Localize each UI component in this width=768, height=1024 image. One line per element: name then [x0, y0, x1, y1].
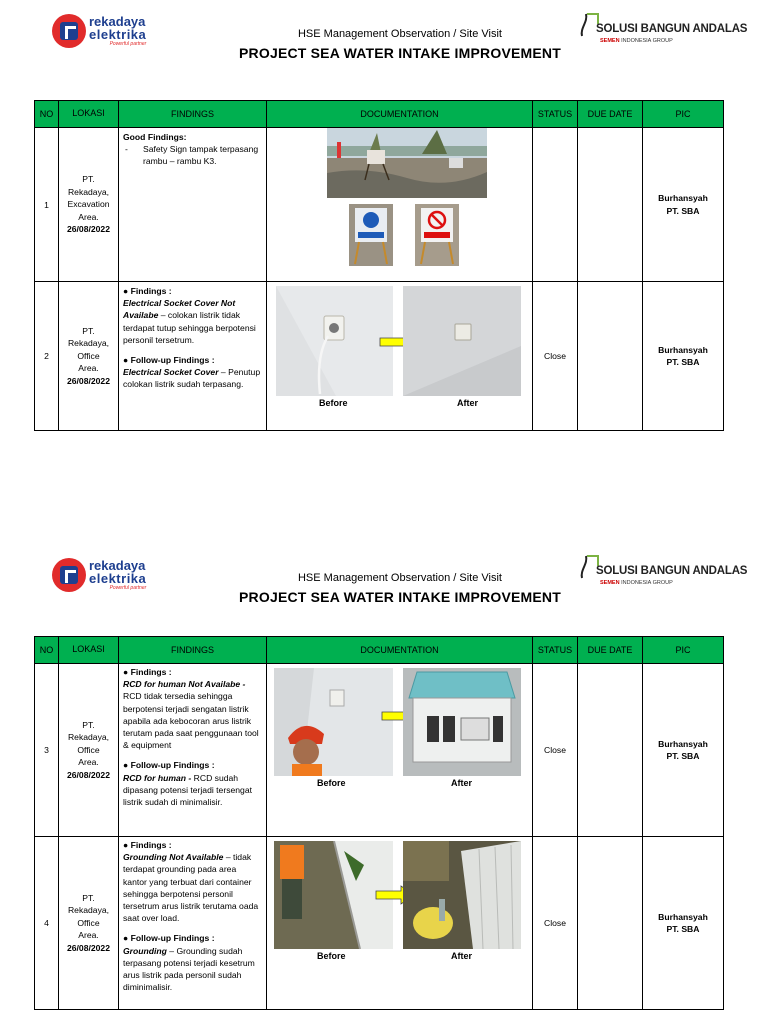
- row-findings: [119, 664, 267, 837]
- findings-title: Grounding Not Available: [123, 852, 224, 863]
- row-pic: [643, 282, 724, 431]
- follow-up-heading: ● Follow-up Findings :: [123, 933, 215, 944]
- logo-word-2: elektrika: [89, 571, 147, 586]
- follow-up-text: [123, 772, 262, 809]
- location-date: 26/08/2022: [66, 224, 110, 235]
- report-subtitle: HSE Management Observation / Site Visit: [297, 28, 502, 40]
- observation-table-page-2: [34, 636, 724, 1010]
- before-photo-socket: [276, 286, 393, 396]
- location-line: Area.: [78, 363, 99, 374]
- row-documentation: [267, 837, 533, 1010]
- logo-tagline: Powerful partner: [109, 41, 147, 47]
- after-photo-socket: [403, 286, 521, 396]
- table-row: [35, 664, 724, 837]
- location-line: Area.: [78, 757, 99, 768]
- row-number: 2: [35, 282, 59, 431]
- location-line: Rekadaya,: [67, 338, 110, 349]
- pic-name: Burhansyah: [658, 911, 708, 922]
- good-findings-item: Safety Sign tampak terpasang rambu – rambu K3.: [143, 144, 259, 167]
- after-photo-grounding: [403, 841, 521, 949]
- after-caption: After: [451, 951, 473, 961]
- col-header-documentation: DOCUMENTATION: [267, 101, 533, 128]
- col-header-lokasi: LOKASI: [59, 101, 119, 128]
- logo-word-1: rekadaya: [89, 558, 146, 573]
- location-line: PT.: [82, 174, 95, 185]
- findings-text: [123, 678, 262, 751]
- row-number: 3: [35, 664, 59, 837]
- before-photo-rcd: [274, 668, 393, 776]
- findings-body: RCD tidak tersedia sehingga berpotensi terjadi sengatan listrik apabila ada kebocoran arus listrik terutam pada saat penggunaan tool & equipment: [123, 691, 259, 751]
- col-header-status: STATUS: [533, 101, 578, 128]
- location-line: Area.: [78, 211, 99, 222]
- row-findings: [119, 282, 267, 431]
- location-line: Office: [77, 917, 100, 928]
- row-number: 1: [35, 128, 59, 282]
- findings-title: Electrical Socket Cover Not Availabe: [123, 298, 236, 321]
- sba-sub-rest: INDONESIA GROUP: [621, 580, 673, 586]
- sba-sub-brand: SEMEN: [600, 38, 620, 44]
- sba-sub-rest: INDONESIA GROUP: [621, 38, 673, 44]
- pic-company: PT. SBA: [666, 751, 700, 761]
- row-findings: [119, 128, 267, 282]
- location-line: PT.: [82, 325, 95, 336]
- before-caption: Before: [317, 951, 346, 961]
- findings-heading: ● Findings :: [123, 286, 172, 296]
- follow-up-body: – Grounding sudah terpasang potensi terjadi kesetrum arus listrik pada personil sudah diminimalisir.: [123, 945, 255, 993]
- sba-logo-sub: [600, 580, 673, 586]
- table-header-row: [35, 637, 724, 664]
- row-location: [59, 128, 119, 282]
- follow-up-body: – Penutup colokan listrik sudah terpasang.: [123, 367, 261, 390]
- location-line: Excavation: [67, 199, 110, 210]
- location-line: Office: [77, 744, 100, 755]
- row-documentation: [267, 128, 533, 282]
- col-header-no: NO: [35, 637, 59, 664]
- pic-name: Burhansyah: [658, 193, 708, 204]
- row-status: Close: [533, 837, 578, 1010]
- row-location: [59, 837, 119, 1010]
- pic-name: Burhansyah: [658, 738, 708, 749]
- row-status: Close: [533, 664, 578, 837]
- after-caption: After: [457, 398, 479, 408]
- col-header-status: STATUS: [533, 637, 578, 664]
- follow-up-body: RCD sudah dipasang potensi terjadi tersengat listrik sudah di minimalisir.: [123, 772, 252, 808]
- before-caption: Before: [319, 398, 348, 408]
- logo-word-1: rekadaya: [89, 14, 146, 29]
- table-row: [35, 128, 724, 282]
- report-page-2: [0, 540, 768, 1024]
- row-due-date: [578, 282, 643, 431]
- row-location: [59, 282, 119, 431]
- location-line: Rekadaya,: [67, 905, 110, 916]
- findings-title: RCD for human Not Availabe -: [123, 679, 246, 690]
- rekadaya-logo: [52, 10, 162, 52]
- excavation-site-photo: [327, 128, 487, 198]
- location-date: 26/08/2022: [66, 375, 110, 386]
- follow-up-text: [123, 945, 262, 994]
- location-line: Rekadaya,: [67, 732, 110, 743]
- rekadaya-logo-mark-icon: [52, 14, 86, 48]
- row-pic: [643, 837, 724, 1010]
- follow-up-heading: ● Follow-up Findings :: [123, 355, 215, 366]
- sba-logo-sub: [600, 38, 673, 44]
- follow-up-title: Grounding: [123, 945, 167, 956]
- location-date: 26/08/2022: [66, 769, 110, 780]
- findings-body: – colokan listrik tidak terdapat tutup sehingga berpotensi personil tersetrum.: [123, 310, 256, 345]
- col-header-findings: FINDINGS: [119, 637, 267, 664]
- report-title: PROJECT SEA WATER INTAKE IMPROVEMENT: [239, 45, 561, 61]
- findings-heading: ● Findings :: [123, 840, 172, 850]
- logo-word-2: elektrika: [89, 27, 147, 42]
- location-line: PT.: [82, 719, 95, 730]
- report-title: PROJECT SEA WATER INTAKE IMPROVEMENT: [239, 589, 561, 605]
- good-findings-dash: -: [125, 144, 128, 155]
- findings-text: [123, 297, 262, 346]
- table-row: [35, 837, 724, 1010]
- row-due-date: [578, 837, 643, 1010]
- row-findings: [119, 837, 267, 1010]
- sba-logo: [578, 554, 748, 590]
- col-header-pic: PIC: [643, 101, 724, 128]
- col-header-lokasi: LOKASI: [59, 637, 119, 664]
- col-header-pic: PIC: [643, 637, 724, 664]
- pic-company: PT. SBA: [666, 357, 700, 367]
- findings-body: – tidak terdapat grounding pada area kantor yang terbuat dari container sehingga berpotensi personil tersetrum arus listrik terutama oada saat over load.: [123, 852, 259, 924]
- rekadaya-logo-mark-icon: [52, 558, 86, 592]
- follow-up-title: RCD for human -: [123, 772, 192, 783]
- row-pic: [643, 664, 724, 837]
- safety-sign-photo-2: [415, 204, 459, 266]
- row-due-date: [578, 664, 643, 837]
- after-photo-rcd: [403, 668, 521, 776]
- row-documentation: [267, 664, 533, 837]
- location-date: 26/08/2022: [66, 942, 110, 953]
- row-status: Close: [533, 282, 578, 431]
- row-status: [533, 128, 578, 282]
- table-header-row: [35, 101, 724, 128]
- row-number: 4: [35, 837, 59, 1010]
- sba-logo-name: SOLUSI BANGUN ANDALAS: [596, 23, 748, 35]
- col-header-due-date: DUE DATE: [578, 101, 643, 128]
- row-pic: [643, 128, 724, 282]
- col-header-due-date: DUE DATE: [578, 637, 643, 664]
- location-line: Area.: [78, 930, 99, 941]
- row-location: [59, 664, 119, 837]
- location-line: Rekadaya,: [67, 186, 110, 197]
- findings-text: [123, 851, 262, 924]
- findings-heading: ● Findings :: [123, 667, 172, 677]
- before-caption: Before: [317, 778, 346, 788]
- follow-up-heading: ● Follow-up Findings :: [123, 760, 215, 771]
- table-row: [35, 282, 724, 431]
- rekadaya-logo: [52, 554, 162, 596]
- after-caption: After: [451, 778, 473, 788]
- sba-logo-name: SOLUSI BANGUN ANDALAS: [596, 565, 748, 577]
- safety-sign-photo-1: [349, 204, 393, 266]
- pic-name: Burhansyah: [658, 344, 708, 355]
- logo-tagline: Powerful partner: [109, 585, 147, 591]
- follow-up-text: [123, 366, 262, 390]
- col-header-findings: FINDINGS: [119, 101, 267, 128]
- col-header-documentation: DOCUMENTATION: [267, 637, 533, 664]
- report-subtitle: HSE Management Observation / Site Visit: [297, 572, 502, 584]
- location-line: Office: [77, 350, 100, 361]
- row-due-date: [578, 128, 643, 282]
- sba-sub-brand: SEMEN: [600, 580, 620, 586]
- col-header-no: NO: [35, 101, 59, 128]
- pic-company: PT. SBA: [666, 205, 700, 216]
- row-documentation: [267, 282, 533, 431]
- sba-logo: [578, 12, 748, 48]
- pic-company: PT. SBA: [666, 924, 700, 934]
- good-findings-heading: Good Findings:: [123, 132, 187, 142]
- follow-up-title: Electrical Socket Cover: [123, 367, 219, 378]
- observation-table-page-1: [34, 100, 724, 431]
- location-line: PT.: [82, 892, 95, 903]
